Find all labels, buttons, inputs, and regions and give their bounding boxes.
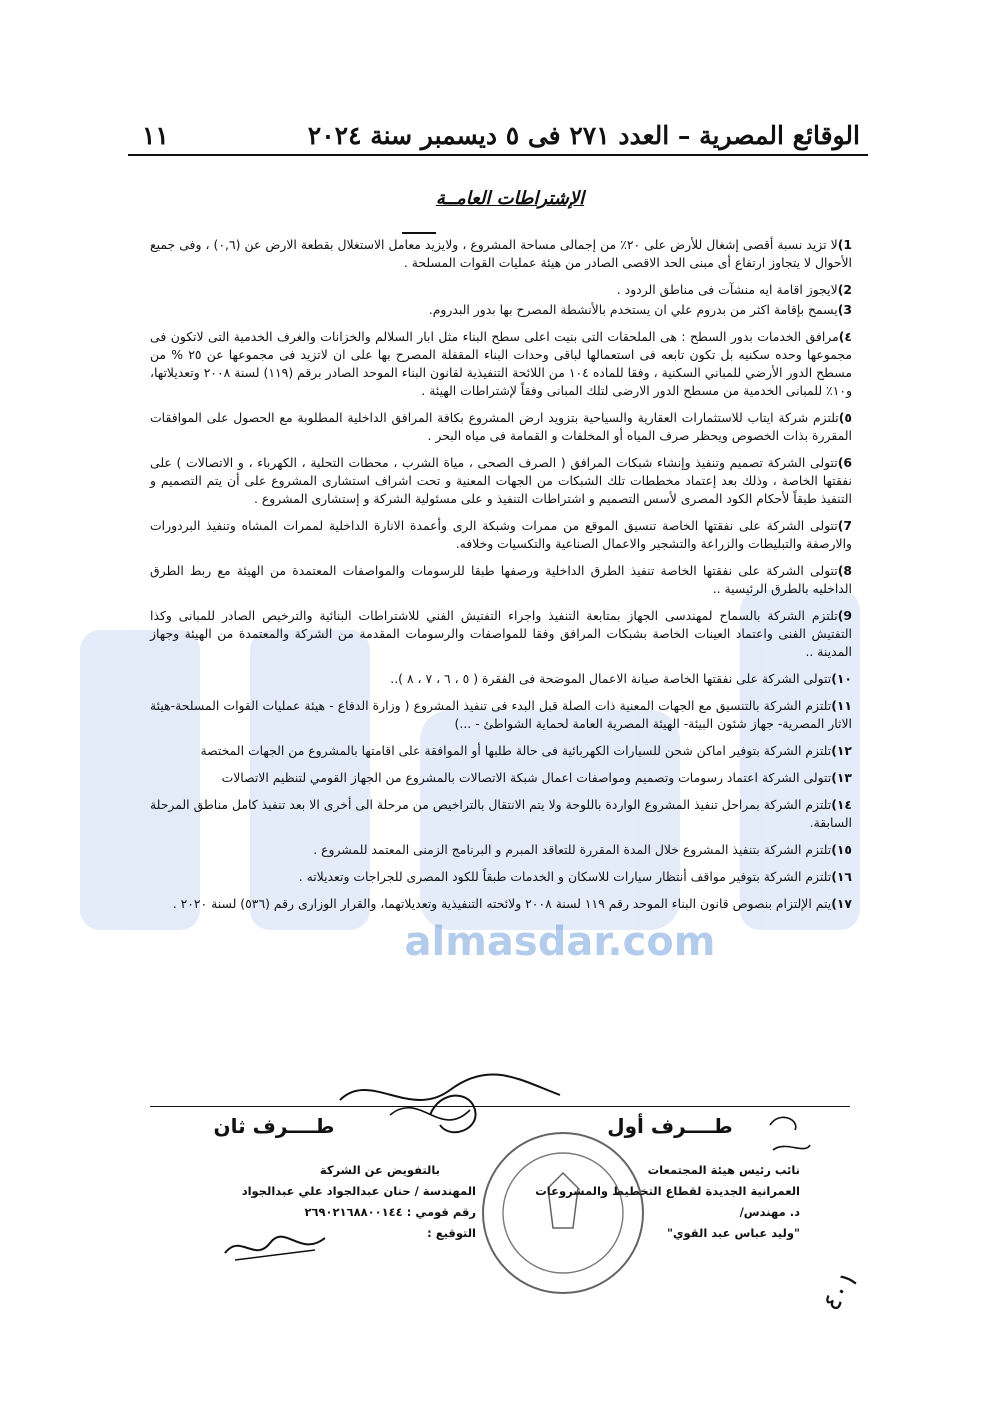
clause-item bbox=[150, 895, 852, 913]
clause-text: تتولى الشركة على نفقتها الخاصة تنفيذ الطرق الداخلية ورصفها طبقا للرسومات والمواصفات المعتمدة من الهيئة مع ربط الطرق الداخليه بالطرق الرئيسية .. bbox=[150, 563, 852, 596]
clause-number: ١٤) bbox=[831, 797, 852, 812]
handwritten-page-number: ٤٠١ bbox=[816, 1265, 866, 1317]
clause-number: ١٧) bbox=[831, 896, 852, 911]
clause-text: تلتزم الشركة بتنفيذ المشروع خلال المدة المقررة للتعاقد المبرم و البرنامج الزمنى المعتمد للمشروع . bbox=[313, 842, 832, 857]
second-party-line: رقم قومي : ٢٦٩٠٢١٦٨٨٠٠١٤٤ bbox=[304, 1205, 476, 1219]
first-party-line: "وليد عباس عبد القوي" bbox=[666, 1226, 800, 1240]
clause-text: تلتزم الشركة بمراحل تنفيذ المشروع الواردة باللوحة ولا يتم الانتقال بالتراخيص من مرحلة الى أخرى الا بعد تنفيذ كامل مناطق المرحلة السابقة. bbox=[150, 797, 852, 830]
clause-number: 9) bbox=[837, 608, 852, 623]
clause-number: ٥) bbox=[838, 410, 852, 425]
first-party-line: د. مهندس/ bbox=[739, 1205, 800, 1219]
clause-number: ١٠) bbox=[831, 671, 852, 686]
clause-text: تلتزم الشركة بتوفير اماكن شحن للسيارات الكهربائية فى حالة طلبها أو الموافقة على اقامتها بالمشروع من الجهات المختصة bbox=[200, 743, 832, 758]
section-title: الإشتراطات العامــة bbox=[435, 188, 585, 209]
clause-text: تتولى الشركة اعتماد رسومات وتصميم ومواصفات اعمال شبكة الاتصالات بالمشروع من الجهاز القومي لتنظيم الاتصالات bbox=[221, 770, 832, 785]
clause-number: 8) bbox=[837, 563, 852, 578]
clause-item bbox=[150, 670, 852, 688]
clause-number: ١٣) bbox=[831, 770, 852, 785]
first-party-heading: طــــرف أول bbox=[607, 1114, 733, 1138]
clause-item bbox=[150, 562, 852, 598]
clause-number: 6) bbox=[837, 455, 852, 470]
clause-item bbox=[150, 868, 852, 886]
clause-item bbox=[150, 841, 852, 859]
clause-item bbox=[150, 281, 852, 299]
clause-item bbox=[150, 454, 852, 508]
clause-text: يسمح بإقامة اكثر من بدروم علي ان يستخدم بالأنشطة المصرح بها بدور البدروم. bbox=[428, 302, 838, 317]
clause-text: لايجوز اقامة ايه منشآت فى مناطق الردود . bbox=[616, 282, 838, 297]
second-party-details bbox=[156, 1160, 476, 1244]
clause-number: 2) bbox=[837, 282, 852, 297]
clause-text: لا تزيد نسبة أقصى إشغال للأرض على ٢٠٪ من إجمالى مساحة المشروع ، ولايزيد معامل الاستغلال بقطعة الارض عن (٠,٦) ، وفى جميع الأحوال لا يتجاوز ارتفاع أى مبنى الحد الاقصى الصادر من هيئة عمليات القوات المسلحة . bbox=[150, 237, 852, 270]
page-header bbox=[128, 108, 868, 156]
clause-number: 3) bbox=[837, 302, 852, 317]
clause-item bbox=[150, 301, 852, 319]
first-party-line: نائب رئيس هيئة المجتمعات bbox=[647, 1163, 800, 1177]
clause-item bbox=[150, 328, 852, 400]
clause-text: تلتزم الشركة بتوفير مواقف أنتظار سيارات للاسكان و الخدمات طبقاً للكود المصرى للجراجات وتعديلاته . bbox=[298, 869, 832, 884]
clauses-list bbox=[150, 236, 852, 922]
clause-text: تتولى الشركة تصميم وتنفيذ وإنشاء شبكات المرافق ( الصرف الصحى ، مياة الشرب ، محطات التحلية ، الكهرباء ، و الاتصالات ) على نفقتها الخاصة ، وذلك بعد إعتماد مخططات تلك الشبكات من الجهات المعنية و تحت اشراف استشارى المشروع على أن يتم التصميم و التنفيذ طبقاً لأحكام الكود المصرى لأسس التصميم و اشتراطات التنفيذ و على مسئولية الشركة و إستشارى المشروع . bbox=[150, 455, 852, 506]
clause-number: ١٦) bbox=[831, 869, 852, 884]
second-party-line: بالتفويض عن الشركة bbox=[319, 1163, 440, 1177]
clause-item bbox=[150, 607, 852, 661]
watermark-text: almasdar.com bbox=[404, 919, 716, 965]
clause-number: 1) bbox=[837, 237, 853, 252]
clause-text: تلتزم الشركة بالسماح لمهندسى الجهاز بمتابعة التنفيذ واجراء التفتيش الفني للاشتراطات البنائية والترخيص الصادر للمبانى وكذا التفتيش الفنى واعتماد العينات الخاصة بشبكات المرافق وفقا للمواصفات والرسومات المقدمة من الشركة والمعتمدة من الهيئة وجهاز المدينة .. bbox=[150, 608, 852, 659]
clause-item bbox=[150, 742, 852, 760]
clause-item bbox=[150, 796, 852, 832]
signature-block bbox=[140, 1050, 860, 1330]
first-party-details bbox=[470, 1160, 800, 1244]
clause-item bbox=[150, 697, 852, 733]
clause-item bbox=[150, 236, 852, 272]
first-party-line: العمرانية الجديدة لقطاع التخطيط والمشروعات bbox=[535, 1184, 800, 1198]
clause-number: ١١) bbox=[831, 698, 852, 713]
clause-item bbox=[150, 517, 852, 553]
clause-number: ٤) bbox=[838, 329, 852, 344]
clause-text: تلتزم شركة ايتاب للاستثمارات العقارية والسياحية بتزويد ارض المشروع بكافة المرافق الداخلية المطلوبة مع الحصول على الموافقات المقررة بذات الخصوص ويحظر صرف المياه أو المخلفات و القمامة فى مياه البحر . bbox=[150, 410, 852, 443]
clause-item bbox=[150, 769, 852, 787]
page-number: ١١ bbox=[142, 121, 169, 150]
clause-text: تلتزم الشركة بالتنسيق مع الجهات المعنية ذات الصلة قبل البدء فى تنفيذ المشروع ( وزارة الدفاع - هيئة عمليات القوات المسلحة-هيئة الاثار المصرية- جهاز شئون البيئة- الهيئة المصرية العامة لحماية الشواطئ - ...) bbox=[150, 698, 852, 731]
clause-number: ١٥) bbox=[831, 842, 852, 857]
clause-text: تتولى الشركة على نفقتها الخاصة تنسيق الموقع من ممرات وشبكة الرى وأعمدة الانارة الداخلية لممرات المشاه وتنفيذ البردورات والارصفة والتبليطات والزراعة والتشجير والاعمال الصناعية والتكسيات وخلافه. bbox=[150, 518, 852, 551]
gazette-title: الوقائع المصرية – العدد ٢٧١ فى ٥ ديسمبر سنة ٢٠٢٤ bbox=[307, 121, 860, 150]
clause-text: مرافق الخدمات بدور السطح : هى الملحقات التى بنيت اعلى سطح البناء مثل ابار السلالم والخزانات والغرف الخدمية التى لاتكون فى مجموعها وحده سكنيه بل تكون تابعه فى استعمالها لباقى وحدات البناء المقفلة المصرح بها على ان لاتزيد فى مجموعها عن ٢٥ % من مسطح الدور الأرضي للمباني السكنية ، وفقا للماده ١٠٤ من اللائحة التنفيذية لقانون البناء الموحد الصادر برقم (١١٩) لسنة ٢٠٠٨ وتعديلاتها، و١٠٪ للمبانى الخدمية من مسطح الدور الارضى لتلك المبانى وفقاً لإشتراطات الهيئة . bbox=[150, 329, 852, 398]
clause-text: تتولى الشركة على نفقتها الخاصة صيانة الاعمال الموضحة فى الفقرة ( ٥ ، ٦ ، ٧ ، ٨ ).. bbox=[390, 671, 832, 686]
clause-item bbox=[150, 409, 852, 445]
second-party-heading: طــــرف ثان bbox=[213, 1114, 335, 1138]
clause-text: يتم الإلتزام بنصوص قانون البناء الموحد رقم ١١٩ لسنة ٢٠٠٨ ولائحته التنفيذية وتعديلاتهما، والقرار الوزارى رقم (٥٣٦) لسنة ٢٠٢٠ . bbox=[172, 896, 832, 911]
signature-divider bbox=[150, 1106, 850, 1107]
title-divider bbox=[402, 232, 436, 234]
clause-number: 7) bbox=[837, 518, 852, 533]
second-party-line: المهندسة / حنان عبدالجواد علي عبدالجواد bbox=[241, 1184, 476, 1198]
clause-number: ١٢) bbox=[831, 743, 852, 758]
second-party-line: التوقيع : bbox=[427, 1226, 476, 1240]
